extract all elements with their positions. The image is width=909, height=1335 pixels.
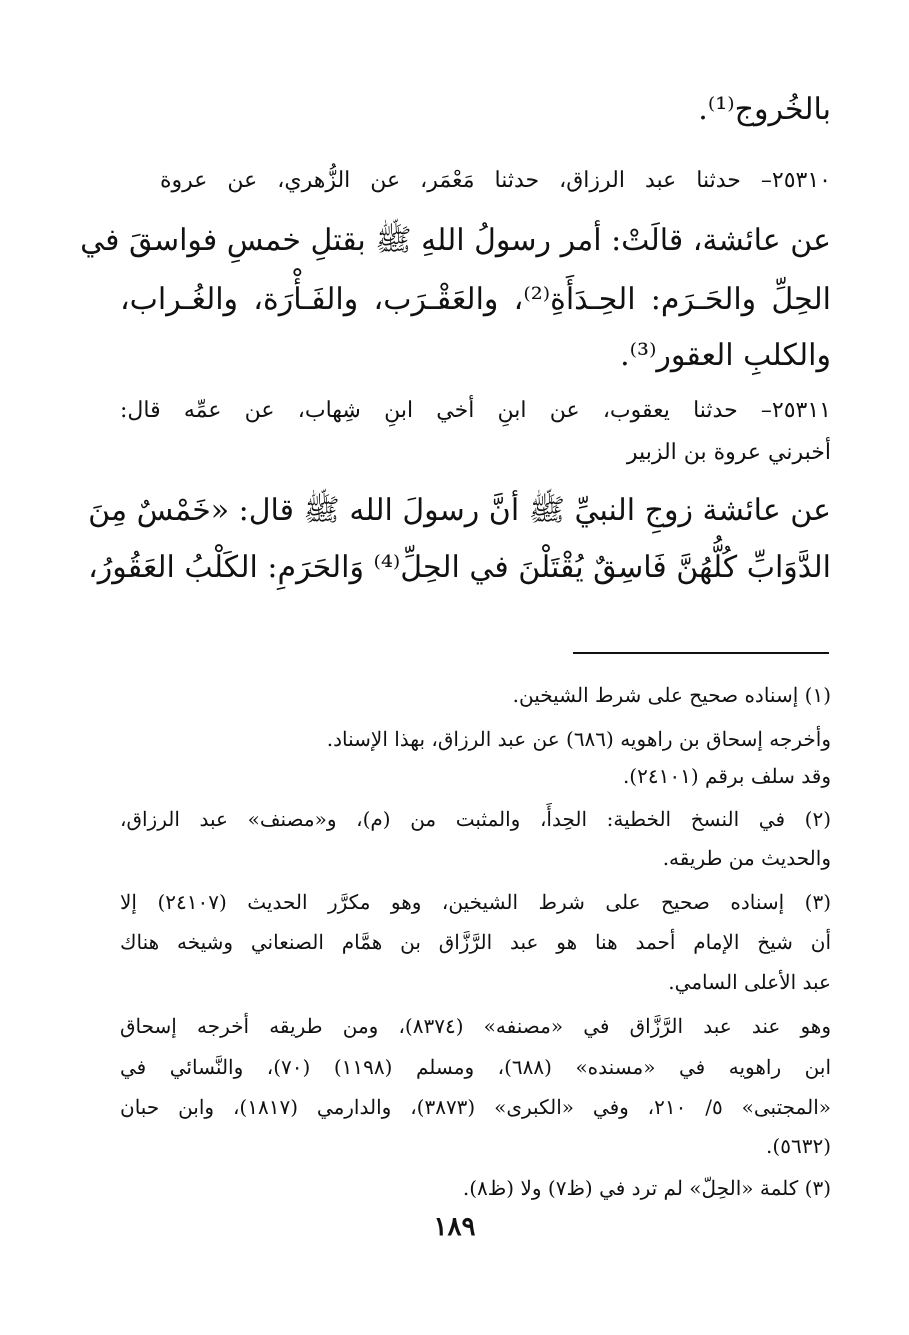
hadith-25311-text-line: عن عائشة زوجِ النبيِّ ﷺ أنَّ رسولَ الله ﷺ قال: «خَمْسٌ مِنَ: [88, 493, 831, 528]
hadith-25311-text-line: الدَّوَابِّ كُلُّهُنَّ فَاسِقٌ يُقْتَلْنَ في الحِلِّ⁽⁴⁾ وَالحَرَمِ: الكَلْبُ العَقُورُ،: [88, 550, 831, 585]
hadith-25310-text-line: الحِلِّ والحَـرَم: الحِـدَأَةِ⁽²⁾، والعَقْـرَب، والفَـأْرَة، والغُـراب،: [120, 282, 831, 317]
hadith-25310-chain: ٢٥٣١٠– حدثنا عبد الرزاق، حدثنا مَعْمَر، عن الزُّهري، عن عروة: [160, 168, 831, 193]
text-line: بالخُروج⁽¹⁾.: [698, 92, 831, 127]
footnote-line: والحديث من طريقه.: [662, 846, 831, 870]
footnote-line: «المجتبى» ٥/ ٢١٠، وفي «الكبرى» (٣٨٧٣)، والدارمي (١٨١٧)، وابن حبان: [120, 1095, 831, 1119]
footnote-line: وهو عند عبد الرَّزَّاق في «مصنفه» (٨٣٧٤)، ومن طريقه أخرجه إسحاق: [120, 1014, 831, 1038]
footnote-line: ابن راهويه في «مسنده» (٦٨٨)، ومسلم (١١٩٨) (٧٠)، والنَّسائي في: [120, 1055, 832, 1079]
page-number: ١٨٩: [433, 1212, 476, 1242]
hadith-25310-text-line: عن عائشة، قالَتْ: أمر رسولُ اللهِ ﷺ بقتلِ خمسِ فواسقَ في: [80, 223, 831, 258]
footnote-line: (٢) في النسخ الخطية: الحِدأَ، والمثبت من (م)، و«مصنف» عبد الرزاق،: [120, 807, 831, 831]
footnote-line: (٣) كلمة «الحِلّ» لم ترد في (ظ٧) ولا (ظ٨).: [462, 1176, 831, 1200]
hadith-25311-chain: أخبرني عروة بن الزبير: [626, 440, 831, 465]
footnote-divider: [573, 652, 829, 654]
footnote-line: وقد سلف برقم (٢٤١٠١).: [622, 764, 831, 788]
footnote-line: أن شيخ الإمام أحمد هنا هو عبد الرَّزَّاق بن همَّام الصنعاني وشيخه هناك: [120, 930, 831, 954]
footnote-line: (١) إسناده صحيح على شرط الشيخين.: [512, 683, 831, 707]
footnote-line: وأخرجه إسحاق بن راهويه (٦٨٦) عن عبد الرزاق، بهذا الإسناد.: [326, 727, 831, 751]
hadith-25311-chain: ٢٥٣١١– حدثنا يعقوب، عن ابنِ أخي ابنِ شِهاب، عن عمِّه قال:: [120, 398, 831, 423]
footnote-line: عبد الأعلى السامي.: [668, 970, 831, 994]
footnote-line: (٥٦٣٢).: [766, 1134, 831, 1158]
hadith-25310-text-line: والكلبِ العقور⁽³⁾.: [620, 338, 831, 373]
footnote-line: (٣) إسناده صحيح على شرط الشيخين، وهو مكرَّر الحديث (٢٤١٠٧) إلا: [120, 890, 832, 914]
